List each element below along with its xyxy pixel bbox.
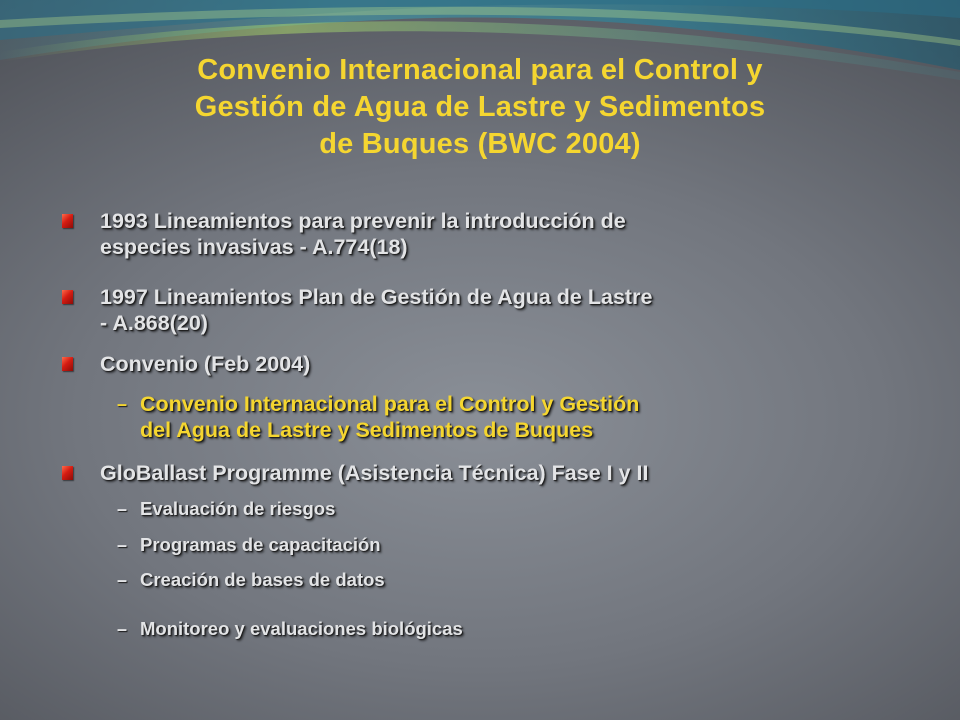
sub-item-creacion-bases-datos: Creación de bases de datos bbox=[140, 569, 385, 590]
sub-item-convenio-line-2: del Agua de Lastre y Sedimentos de Buques bbox=[140, 418, 594, 442]
sub-bullet-dash: – bbox=[117, 394, 128, 414]
bullet-marker-icon bbox=[62, 466, 73, 480]
bullet-1993-line-2: especies invasivas - A.774(18) bbox=[100, 235, 408, 259]
bullet-1997-line-2: - A.868(20) bbox=[100, 311, 208, 335]
title-line-3: de Buques (BWC 2004) bbox=[319, 128, 641, 160]
bullet-marker-icon bbox=[62, 357, 73, 371]
sub-item-programas-capacitacion: Programas de capacitación bbox=[140, 534, 381, 555]
bullet-item-1993 bbox=[100, 208, 900, 260]
sub-item-convenio-internacional bbox=[140, 391, 900, 443]
sub-bullet-dash: – bbox=[117, 619, 128, 639]
sub-item-evaluacion-riesgos: Evaluación de riesgos bbox=[140, 498, 336, 519]
sub-bullet-dash: – bbox=[117, 499, 128, 519]
title-line-1: Convenio Internacional para el Control y bbox=[197, 54, 763, 86]
bullet-marker-icon bbox=[62, 214, 73, 228]
sub-bullet-dash: – bbox=[117, 570, 128, 590]
bullet-item-1997 bbox=[100, 284, 900, 336]
bullet-convenio-text: Convenio (Feb 2004) bbox=[100, 352, 311, 376]
slide-title bbox=[0, 52, 960, 163]
title-line-2: Gestión de Agua de Lastre y Sedimentos bbox=[194, 91, 766, 123]
bullet-1997-line-1: 1997 Lineamientos Plan de Gestión de Agua de Lastre bbox=[100, 285, 653, 309]
bullet-1993-line-1: 1993 Lineamientos para prevenir la introducción de bbox=[100, 209, 626, 233]
bullet-item-convenio bbox=[100, 351, 900, 377]
bullet-globallast-text: GloBallast Programme (Asistencia Técnica) Fase I y II bbox=[100, 461, 649, 485]
sub-item-convenio-line-1: Convenio Internacional para el Control y Gestión bbox=[140, 392, 640, 416]
sub-bullet-dash: – bbox=[117, 535, 128, 555]
sub-item-monitoreo-evaluaciones: Monitoreo y evaluaciones biológicas bbox=[140, 618, 463, 639]
bullet-marker-icon bbox=[62, 290, 73, 304]
bullet-item-globallast bbox=[100, 460, 900, 486]
